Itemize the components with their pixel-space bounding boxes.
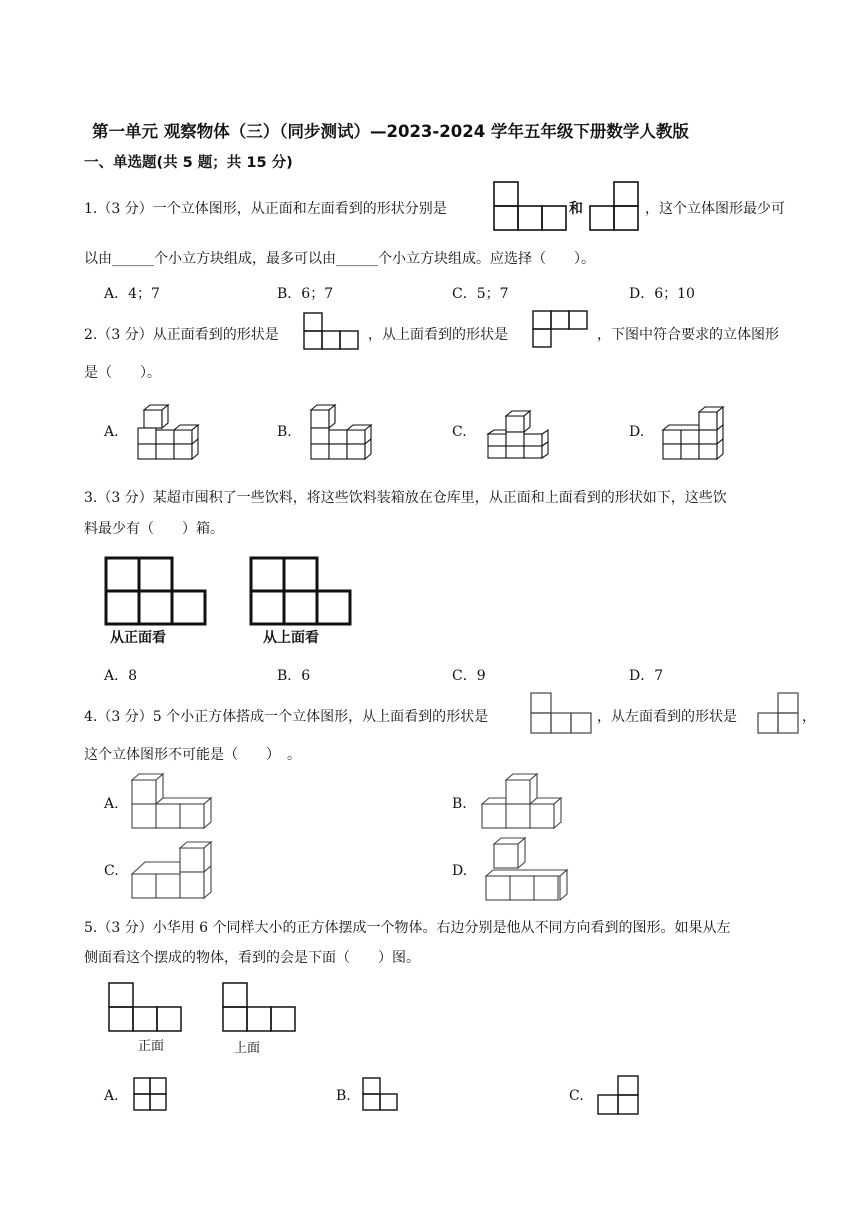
q2-stem-line1b: ，从上面看到的形状是: [368, 327, 508, 343]
q3-top-view-figure: [249, 556, 359, 648]
section-heading: 一、单选题(共 5 题；共 15 分): [84, 155, 293, 171]
q2-option-a[interactable]: A.: [104, 424, 119, 440]
q4-stem-line1b: ，从左面看到的形状是: [597, 709, 737, 725]
q2-stem-line1c: ，下图中符合要求的立体图形: [597, 327, 779, 343]
q4-option-d[interactable]: D.: [452, 863, 468, 879]
q5-option-c-figure[interactable]: [597, 1075, 641, 1115]
q1-left-view-figure: [589, 180, 641, 232]
q4-option-a-figure[interactable]: [130, 772, 216, 832]
q5-front-view-figure: [108, 982, 188, 1056]
q4-stem-line1a: 4.（3 分）5 个小正方体搭成一个立体图形，从上面看到的形状是: [84, 709, 489, 725]
q5-option-b[interactable]: B.: [336, 1088, 351, 1104]
q3-top-caption: 从上面看: [263, 630, 319, 646]
q2-option-b-figure[interactable]: [309, 408, 381, 460]
q2-option-c-figure[interactable]: [484, 410, 556, 460]
q4-option-b-figure[interactable]: [480, 772, 566, 832]
q3-stem-line2: 料最少有（ ）箱。: [84, 521, 224, 537]
q4-stem-line1c: ，: [802, 709, 816, 725]
q4-stem-line2: 这个立体图形不可能是（ ） 。: [84, 747, 301, 763]
q3-option-b[interactable]: B．6: [277, 668, 311, 684]
q3-option-d[interactable]: D．7: [629, 668, 664, 684]
q3-front-caption: 从正面看: [110, 630, 166, 646]
q2-option-d-figure[interactable]: [661, 408, 733, 460]
q1-and-label: 和: [569, 201, 583, 217]
q4-option-d-figure[interactable]: [484, 836, 572, 904]
q2-option-a-figure[interactable]: [136, 408, 208, 460]
q1-stem-line1a: 1.（3 分）一个立体图形，从正面和左面看到的形状分别是: [84, 201, 447, 217]
q5-option-b-figure[interactable]: [362, 1077, 400, 1113]
q1-stem-line2: 以由______个小立方块组成，最多可以由______个小立方块组成。应选择（ ）。: [84, 251, 595, 267]
q3-option-a[interactable]: A．8: [104, 668, 138, 684]
q2-top-view-figure: [532, 310, 590, 350]
page-title: 第一单元 观察物体（三）（同步测试）—2023-2024 学年五年级下册数学人教版: [92, 122, 689, 141]
q4-option-a[interactable]: A.: [104, 796, 119, 812]
q4-left-view-figure: [757, 692, 801, 734]
q1-option-c[interactable]: C．5；7: [452, 286, 509, 302]
q4-option-c-figure[interactable]: [130, 840, 220, 902]
q3-option-c[interactable]: C．9: [452, 668, 486, 684]
q2-option-d[interactable]: D.: [629, 424, 645, 440]
q5-option-a-figure[interactable]: [133, 1077, 169, 1113]
q5-option-a[interactable]: A.: [104, 1088, 119, 1104]
q4-option-c[interactable]: C.: [104, 863, 119, 879]
q5-stem-line2: 侧面看这个摆成的物体，看到的会是下面（ ）图。: [84, 950, 420, 966]
q2-stem-line2: 是（ ）。: [84, 365, 161, 381]
q4-top-view-figure: [530, 692, 596, 734]
q3-stem-line1: 3.（3 分）某超市囤积了一些饮料，将这些饮料装箱放在仓库里，从正面和上面看到的形状如下，这些饮: [84, 490, 727, 506]
q5-option-c[interactable]: C.: [569, 1088, 584, 1104]
q5-top-caption: 上面: [234, 1041, 261, 1056]
q2-stem-line1a: 2.（3 分）从正面看到的形状是: [84, 327, 279, 343]
q1-front-view-figure: [493, 180, 568, 232]
q5-top-view-figure: [222, 982, 302, 1058]
q2-option-b[interactable]: B.: [277, 424, 292, 440]
q1-stem-line1b: ，这个立体图形最少可: [645, 201, 785, 217]
q5-stem-line1: 5.（3 分）小华用 6 个同样大小的正方体摆成一个物体。右边分别是他从不同方向看到的图形。如果从左: [84, 920, 731, 936]
q4-option-b[interactable]: B.: [452, 796, 467, 812]
q5-front-caption: 正面: [138, 1039, 165, 1054]
q1-option-a[interactable]: A．4；7: [104, 286, 160, 302]
q1-option-b[interactable]: B．6；7: [277, 286, 334, 302]
q3-front-view-figure: [104, 556, 214, 648]
q1-option-d[interactable]: D．6；10: [629, 286, 695, 302]
q2-option-c[interactable]: C.: [452, 424, 467, 440]
q2-front-view-figure: [303, 312, 361, 350]
